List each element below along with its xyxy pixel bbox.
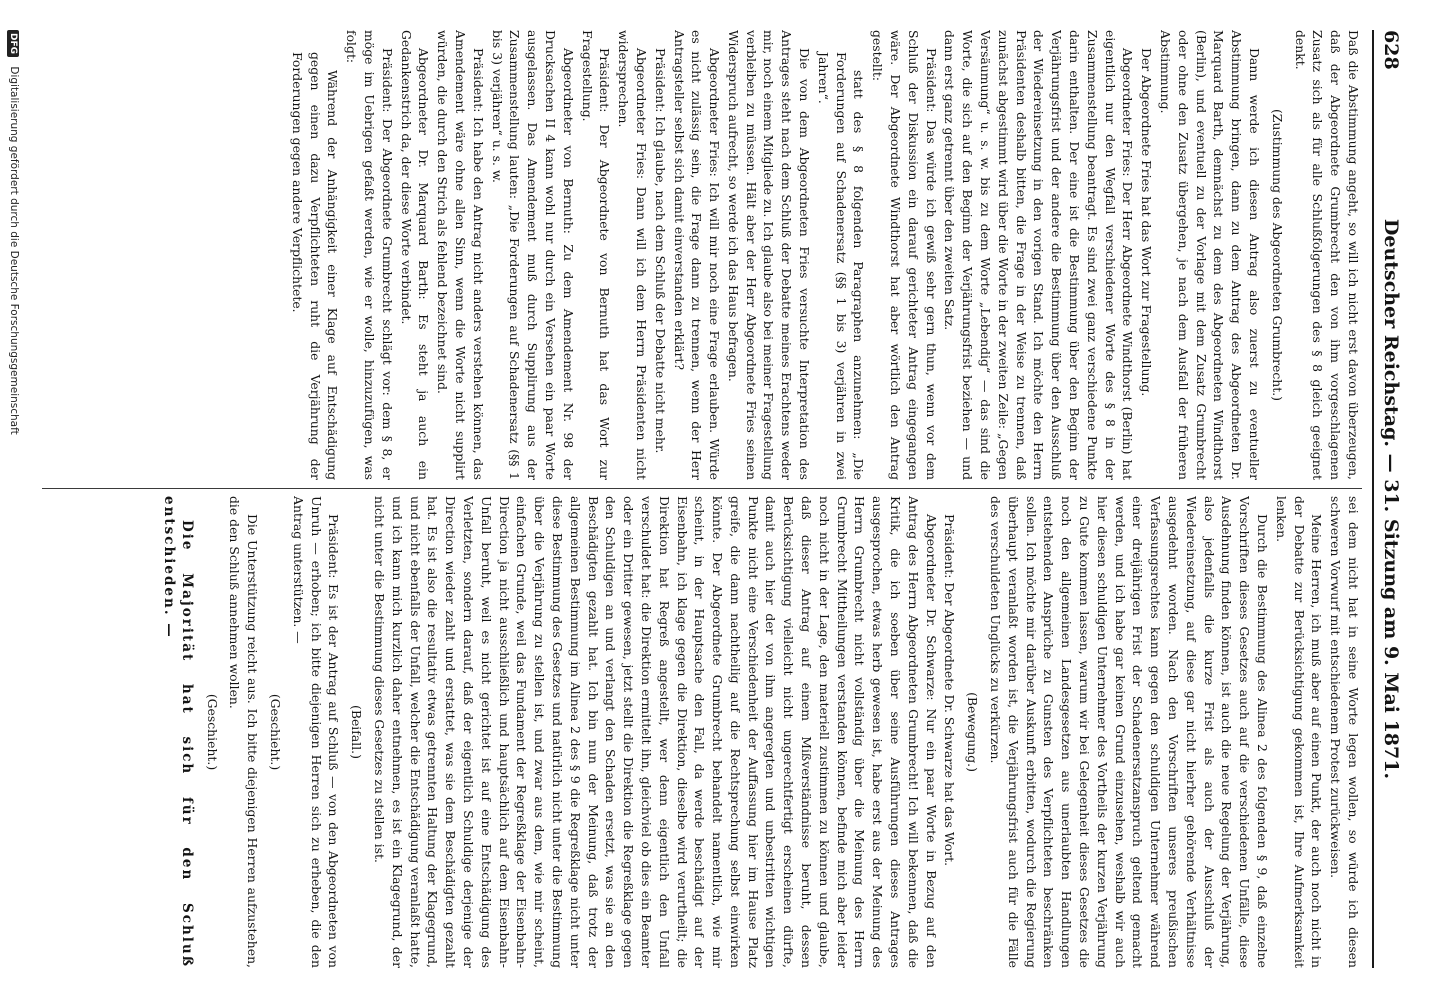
page-number: 628 <box>1380 30 1402 70</box>
speech-president: Präsident: Der Abgeordnete von Bernuth hat das Wort zur Fragestellung. <box>579 30 613 480</box>
column-divider <box>42 488 1362 489</box>
stage-direction: (Geschieht.) <box>267 693 283 771</box>
paragraph: Die Unterstützung reicht aus. Ich bitte diejenigen Herren aufzustehen, die den Schluß annehmen wollen. <box>227 496 261 968</box>
footer-text: Digitalisierung gefördert durch die Deutsche Forschungsgemeinschaft <box>8 66 20 435</box>
speech-president: Präsident: Ich habe den Antrag nicht anders verstehen können, das Amendement wäre ohne allen Sinn, wenn die Worte nicht supplirt würden, die durch den Strich als fehlend bezeichnet sind. <box>435 30 486 480</box>
speech-barth: Abgeordneter Dr. Marquard Barth: Es steht ja auch ein Gedankenstrich da, der diese Worte verbindet. <box>398 30 432 480</box>
paragraph: sei dem nicht hat in seine Worte legen wollen, so würde ich diesen schweren Vorwurf mit entschiedenem Protest zurückweisen. <box>1328 496 1361 968</box>
stage-direction: (Zustimmung des Abgeordneten Grumbrecht.) <box>1269 108 1285 402</box>
digitization-footer <box>2 30 20 968</box>
dfg-logo: DFG <box>7 30 19 57</box>
paragraph: Die von dem Abgeordneten Fries versuchte Interpretation des Antrages steht nach dem Schluß der Debatte meines Erachtens weder mir, noch einem Mitgliede zu. Ich glaube also bei meiner Fragestellung verbleiben zu müssen. Hält aber der Herr Abgeordnete Fries seinen Widerspruch aufrecht, so werde ich das Haus befragen. <box>725 30 813 480</box>
speech-president: Präsident: Es ist der Antrag auf Schluß — von den Abgeordneten von Unruh — erhoben; ich bitte diejenigen Herren sich zu erheben, die den Antrag unterstützen. — <box>290 496 342 968</box>
quoted-motion: Während der Anhängigkeit einer Klage auf Entschädigung gegen einen dazu Verpflichteten ruht die Verjährung der Forderungen gegen andere Verpflichtete. <box>289 52 341 480</box>
right-column <box>22 496 1362 968</box>
paragraph: Durch die Bestimmung des Alinea 2 des folgenden § 9, daß einzelne Vorschriften dieses Gesetzes auch auf die verschiedenen Unfälle, diese Ausdehnung finden können, ist auch die neue Regelung der Verjährung, also jedenfalls die kurze Frist als auch der Ausschluß der Wiedereinsetzung, auf diese gar nicht hierher gehörende Verhältnisse ausgedehnt worden. Nach den Vorschriften unseres preußischen Verfassungsrechtes kann gegen den schuldigen Unternehmer während einer dreijährigen Frist der Schadenersatzanspruch geltend gemacht werden, und ich habe gar keinen Grund einzusehen, weshalb wir auch hier diesen schuldigen Unternehmer des Vortheils der kurzen Verjährung zu Gute kommen lassen, warum wir bei Gelegenheit dieses Gesetzes die noch den allgemeinen Landesgesetzen aus unerlaubten Handlungen entstehenden Ansprüche zu Gunsten des Verpflichteten beschränken sollen. Ich möchte mir darüber Auskunft erbitten, wodurch die Regierung überhaupt veranlaßt worden ist, die Verjährungsfrist auch für die Fälle des verschuldeten Unglücks zu verkürzen. <box>988 496 1271 968</box>
page-header <box>1372 30 1412 968</box>
speech-fries: Abgeordneter Fries: Ich will mir noch eine Frage erlauben. Würde es nicht zulässig sein, die Frage dann zu trennen, wenn der Herr Antragsteller selbst sich damit einverstanden erklärt? <box>671 30 723 480</box>
speech-fries: Abgeordneter Fries: Dann will ich dem Herrn Präsidenten nicht widersprechen. <box>616 30 649 480</box>
paragraph: Dann werde ich diesen Antrag also zuerst zu eventueller Abstimmung bringen, dann zu dem Antrag des Abgeordneten Dr. Marquard Barth, demnächst zu dem des Abgeordneten Windthorst (Berlin), und eventuell zu der Vorlage mit dem Zusatz Grumbrecht oder ohne den Zusatz übergehen, je nach dem Ausfall der früheren Abstimmung. <box>1158 30 1263 480</box>
left-column <box>22 30 1362 480</box>
speech-president: Präsident: Der Abgeordnete Dr. Schwarze hat das Wort. <box>942 514 958 867</box>
quoted-motion: statt des § 8 folgenden Paragraphen anzunehmen: „Die Forderungen auf Schadenersatz (§§ 1 bis 3) verjähren in zwei Jahren“. <box>815 52 867 480</box>
speech-president: Präsident: Das würde ich gewiß sehr gern thun, wenn vor dem Schluß der Diskussion ein darauf gerichteter Antrag eingegangen wäre. Der Abgeordnete Windthorst hat aber wörtlich den Antrag gestellt: <box>870 30 939 480</box>
speech-fries: Abgeordneter Fries: Der Herr Abgeordnete Windthorst (Berlin) hat eigentlich nur den Wegfall verschiedener Worte des § 8 in der Zusammenstellung beantragt. Es sind zwei ganz verschiedene Punkte darin enthalten. Der eine ist die Bestimmung über den Beginn der Verjährungsfrist und der andere die Bestimmung über den Ausschluß der Wiedereinsetzung in den vorigen Stand. Ich möchte den Herrn Präsidenten deshalb bitten, die Frage in der Weise zu trennen, daß zunächst abgestimmt wird über die Worte in der zweiten Zeile: „Gegen Versäumung“ u. s. w. bis zu dem Worte „Lebendig“ — das sind die Worte, die sich auf den Beginn der Verjährungsfrist beziehen — und dann erst ganz getrennt über den zweiten Satz. <box>942 30 1136 480</box>
stage-direction: (Bewegung.) <box>965 692 981 772</box>
paragraph: Der Abgeordnete Fries hat das Wort zur Fragestellung. <box>1139 48 1155 397</box>
speech-president: Präsident: Der Abgeordnete Grumbrecht schlägt vor: dem § 8, er möge im Uebrigen gefaßt werden, wie er wolle, hinzuzufügen, was folgt: <box>344 30 395 480</box>
speech-bernuth: Abgeordneter von Bernuth: Zu dem Amendement Nr. 98 der Drucksachen II 4 kann wohl nur durch ein Versehen ein paar Worte ausgelassen. Das Amendement muß durch Supplirung aus der Zusammenstellung lauten: „Die Forderungen auf Schadenersatz (§§ 1 bis 3) verjähren“ u. s. w. <box>489 30 576 480</box>
closing-statement: Die Majorität hat sich für den Schluß entschieden. — <box>161 496 195 968</box>
stage-direction: (Geschieht.) <box>204 693 220 771</box>
paragraph: Daß die Abstimmung angeht, so will ich nicht erst davon überzeugen, daß der Abgeordnete Grumbrecht den von ihm vorgeschlagenen Zusatz sich als für alle Schlußfolgerungen des § 8 gleich geeignet denkt. <box>1292 30 1361 480</box>
running-title: Deutscher Reichstag. — 31. Sitzung am 9. Mai 1871. <box>1380 218 1402 780</box>
stage-direction: (Beifall.) <box>349 705 365 759</box>
paragraph: Meine Herren, ich muß aber auf einen Punkt, der auch noch nicht in der Debatte zur Berücksichtigung gekommen ist, Ihre Aufmerksamkeit lenken. <box>1273 496 1325 968</box>
speech-schwarze: Abgeordneter Dr. Schwarze: Nur ein paar Worte in Bezug auf den Antrag des Herrn Abgeordneten Grumbrecht! Ich will bekennen, daß die Kritik, die ich soeben über seine Ausführungen dieses Antrages ausgesprochen, etwas herb gewesen ist, habe erst aus der Meinung des Herrn Grumbrecht nicht vollständig über die Meinung des Herrn Grumbrecht Mittheilungen verstanden können, befinde mich aber leider noch nicht in der Lage, den materiell zustimmen zu können und glaube, daß dieser Antrag auf einem Mißverständnisse beruht, dessen Berücksichtigung vielleicht nicht ungerechtfertigt erscheinen dürfte, damit auch hier der von ihm angeregten und unbestritten wichtigen Punkte nicht eine Verschiedenheit der Auffassung hier im Hause Platz greife, die dann nachtheilig auf die Rechtsprechung selbst einwirken könnte. Der Abgeordnete Grumbrecht behandelt namentlich, wie mir scheint, in der Hauptsache den Fall, da werde beschädigt auf der Eisenbahn, ich klage gegen die Direktion, dieselbe wird verurtheilt; die Direktion hat Regreß angestellt, wer denn eigentlich den Unfall verschuldet hat: die Direktion ermittelt ihn, gleichviel ob dies ein Beamter oder ein Dritter gewesen, jetzt stellt die Direktion die Regreßklage gegen den Schuldigen an und verlangt den Schaden ersetzt, was sie an den Beschädigten gezahlt hat. Ich bin nun der Meinung, daß trotz der allgemeinen Bestimmung im Alinea 2 des § 9 die Regreßklage nicht unter diese Bestimmung des Gesetzes und natürlich nicht unter die Bestimmung über die Verjährung zu stellen ist, und zwar aus dem, wie mir scheint, einfachen Grunde, weil das Fundament der Regreßklage der Eisenbahn-Direction ja nicht ausschließlich und hauptsächlich auf dem Eisenbahn-Unfall beruht, weil es nicht gerichtet ist auf eine Entschädigung des Verletzten, sondern darauf, daß der eigentlich Schuldige derjenige der Direction wieder zahlt und erstattet, was sie dem Beschädigten gezahlt hat. Es ist also die resultativ etwas getrennten Haltung der Klagegrund, und nicht ebenfalls der Unfall, welcher die Entschädigung veranlaßt hatte, und ich kann mich kurzlich daher entnehmen, es ist ein Klagegrund, der nicht unter die Bestimmung dieses Gesetzes zu stellen ist. <box>371 496 939 968</box>
speech-president: Präsident: Ich glaube, nach dem Schluß der Debatte nicht mehr. <box>652 48 668 454</box>
